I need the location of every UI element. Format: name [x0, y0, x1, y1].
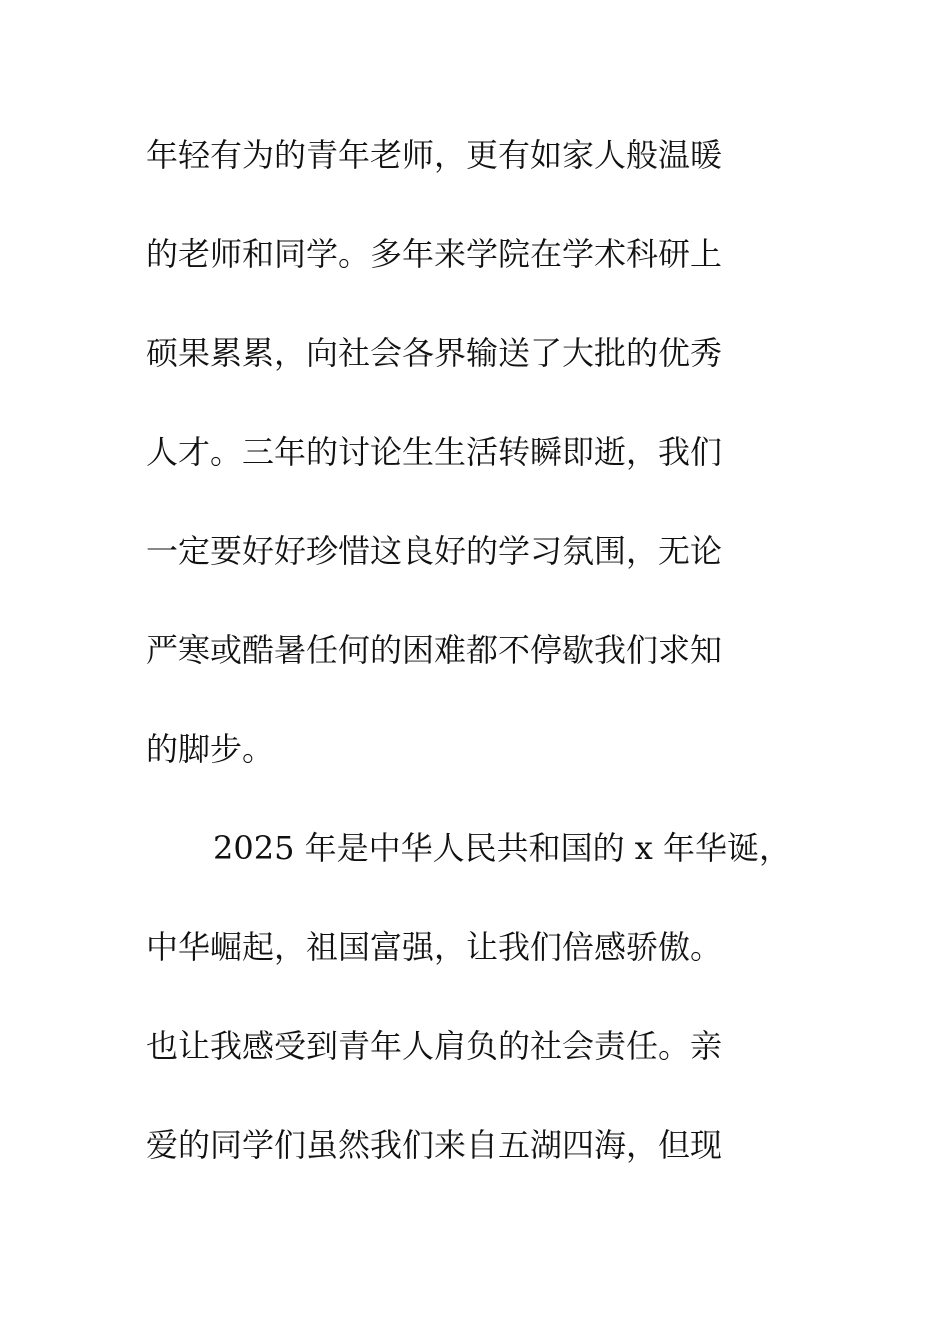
- text-line: 硕果累累，向社会各界输送了大批的优秀: [146, 334, 723, 372]
- text-line: 人才。三年的讨论生生活转瞬即逝，我们: [146, 433, 723, 471]
- text-line: 中华崛起，祖国富强，让我们倍感骄傲。: [146, 928, 723, 966]
- text-line: 的脚步。: [146, 730, 275, 768]
- text-line: 也让我感受到青年人肩负的社会责任。亲: [146, 1027, 723, 1065]
- paragraph-first-line: 2025 年是中华人民共和国的 x 年华诞，: [213, 829, 792, 867]
- text-line: 的老师和同学。多年来学院在学术科研上: [146, 235, 723, 273]
- text-line: 年轻有为的青年老师，更有如家人般温暖: [146, 136, 723, 174]
- text-line: 一定要好好珍惜这良好的学习氛围，无论: [146, 532, 723, 570]
- text-line: 严寒或酷暑任何的困难都不停歇我们求知: [146, 631, 723, 669]
- text-line: 爱的同学们虽然我们来自五湖四海，但现: [146, 1126, 723, 1164]
